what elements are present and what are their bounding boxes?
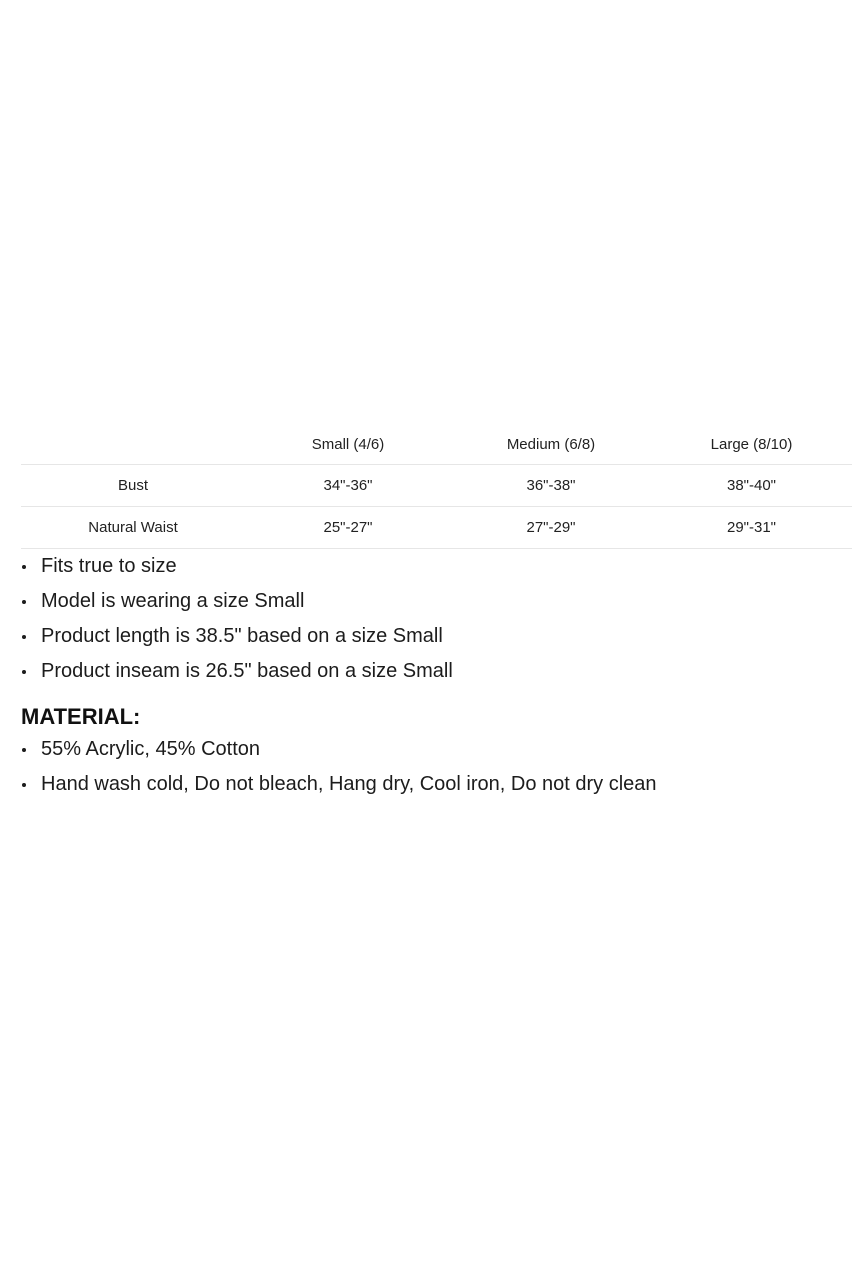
list-item: Model is wearing a size Small: [21, 584, 852, 619]
list-item: Hand wash cold, Do not bleach, Hang dry, Cool iron, Do not dry clean: [21, 767, 852, 802]
size-chart-cell: 38"-40": [651, 465, 852, 507]
size-chart-header-medium: Medium (6/8): [451, 424, 651, 465]
size-chart-cell: 27"-29": [451, 507, 651, 549]
size-chart-row-label: Bust: [21, 465, 245, 507]
list-item: Fits true to size: [21, 549, 852, 584]
fit-notes-list: [21, 549, 852, 689]
material-heading: MATERIAL:: [21, 704, 141, 729]
product-details: [21, 424, 852, 802]
list-item: Product inseam is 26.5" based on a size Small: [21, 654, 852, 689]
material-list: [21, 732, 852, 802]
size-chart-row-bust: [21, 465, 852, 507]
size-chart-cell: 25"-27": [245, 507, 451, 549]
list-item: Product length is 38.5" based on a size Small: [21, 619, 852, 654]
size-chart-row-label: Natural Waist: [21, 507, 245, 549]
size-chart-header-row: [21, 424, 852, 465]
size-chart-header-large: Large (8/10): [651, 424, 852, 465]
size-chart-cell: 29"-31": [651, 507, 852, 549]
size-chart-table: [21, 424, 852, 549]
list-item: 55% Acrylic, 45% Cotton: [21, 732, 852, 767]
size-chart-cell: 34"-36": [245, 465, 451, 507]
size-chart-row-natural-waist: [21, 507, 852, 549]
size-chart-header-small: Small (4/6): [245, 424, 451, 465]
size-chart-cell: 36"-38": [451, 465, 651, 507]
size-chart-header-blank: [21, 424, 245, 465]
